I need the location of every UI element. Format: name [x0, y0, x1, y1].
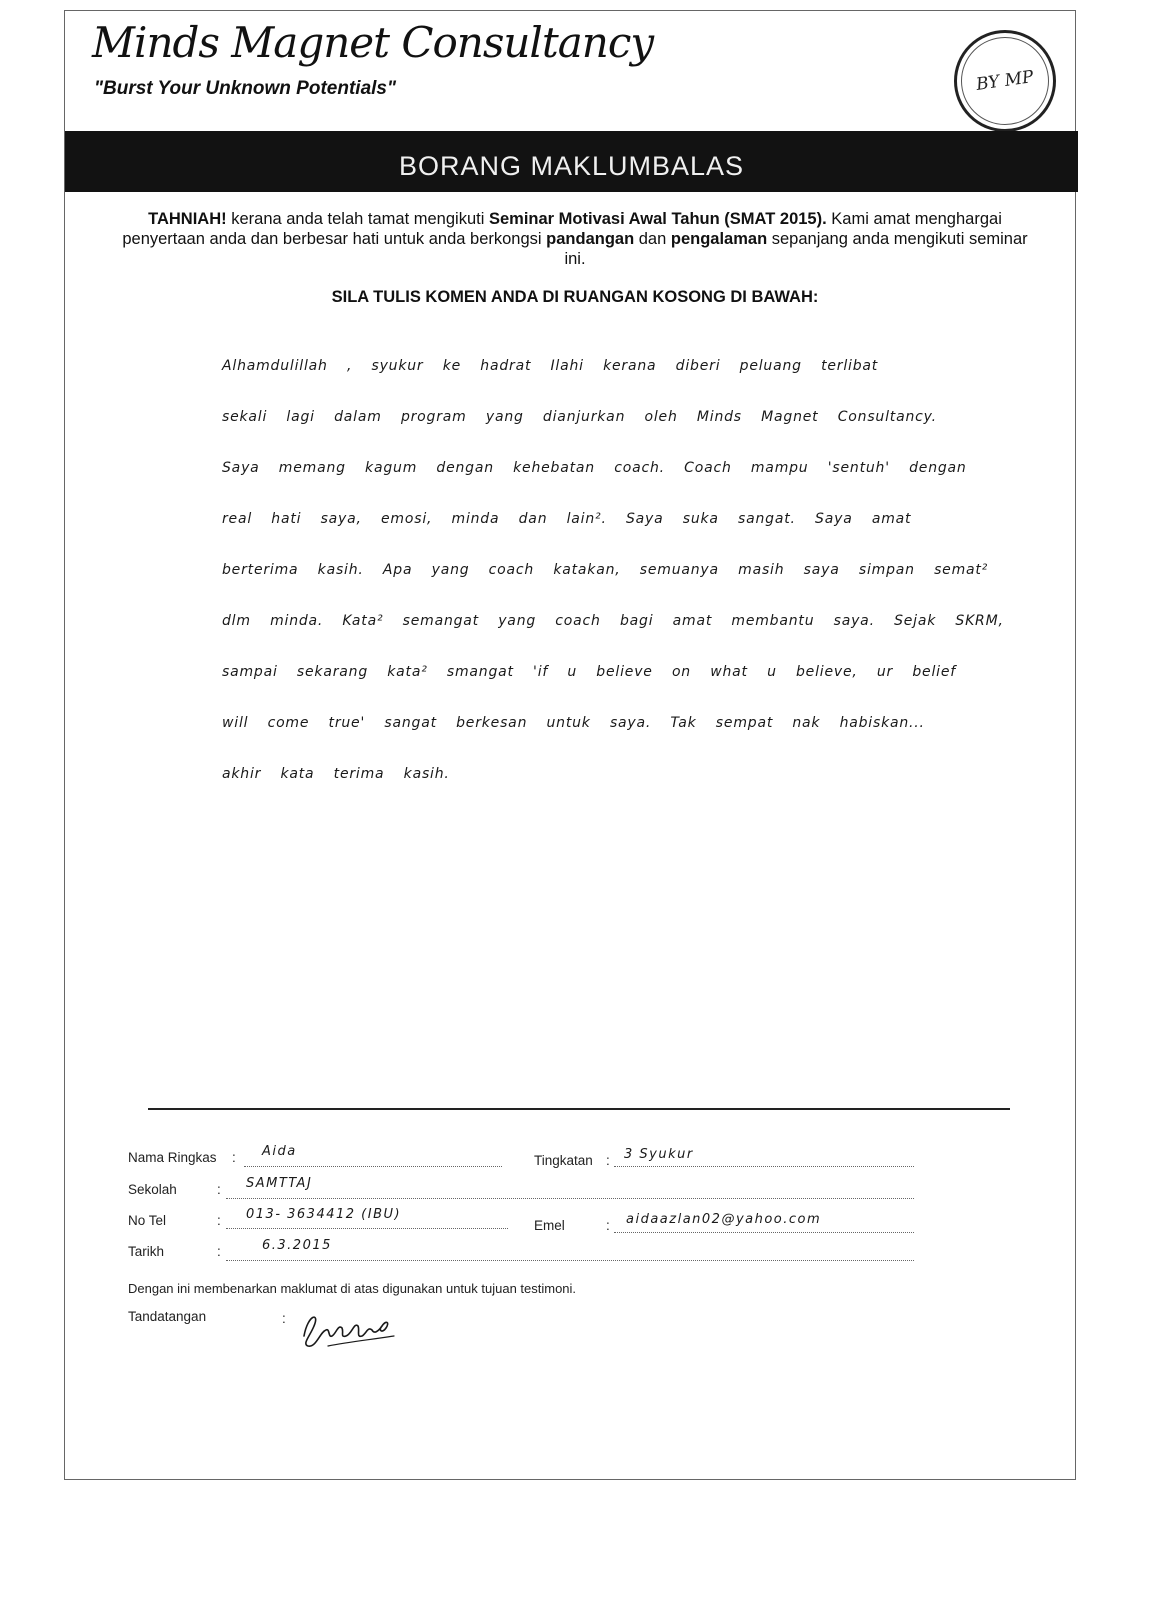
seal-text: BY MP	[975, 67, 1035, 95]
nama-label: Nama Ringkas	[128, 1150, 217, 1165]
intro-text-2: Kami amat menghargai penyertaan anda dan berbesar hati untuk anda berkongsi	[122, 210, 1002, 248]
tingkatan-field[interactable]	[614, 1166, 914, 1167]
company-seal	[954, 30, 1056, 132]
emel-colon: :	[606, 1218, 610, 1233]
comment-line: real hati saya, emosi, minda dan lain². Saya suka sangat. Saya amat	[222, 511, 912, 527]
tandatangan-colon: :	[282, 1311, 286, 1326]
intro-text-3: dan	[634, 230, 671, 248]
tingkatan-colon: :	[606, 1153, 610, 1168]
nama-colon: :	[232, 1150, 236, 1165]
consent-statement: Dengan ini membenarkan maklumat di atas digunakan untuk tujuan testimoni.	[128, 1281, 577, 1296]
sekolah-value: SAMTTAJ	[246, 1176, 313, 1191]
comment-line: akhir kata terima kasih.	[222, 766, 450, 782]
sekolah-colon: :	[217, 1182, 221, 1197]
notel-colon: :	[217, 1213, 221, 1228]
comment-area	[222, 356, 1004, 815]
comment-instruction: SILA TULIS KOMEN ANDA DI RUANGAN KOSONG DI BAWAH:	[331, 288, 819, 306]
company-logo: Minds Magnet Consultancy	[92, 18, 654, 67]
nama-value: Aida	[262, 1144, 297, 1159]
tarikh-colon: :	[217, 1244, 221, 1259]
section-divider	[148, 1108, 1010, 1110]
company-tagline: "Burst Your Unknown Potentials"	[94, 78, 396, 99]
tarikh-label: Tarikh	[128, 1244, 165, 1259]
sekolah-label: Sekolah	[128, 1182, 177, 1197]
comment-line: Alhamdulillah , syukur ke hadrat Ilahi kerana diberi peluang terlibat	[222, 358, 879, 374]
intro-text-4: sepanjang anda mengikuti seminar ini.	[564, 230, 1028, 268]
signature	[298, 1306, 398, 1350]
emel-field[interactable]	[614, 1232, 914, 1233]
emel-value: aidaazlan02@yahoo.com	[626, 1212, 822, 1227]
notel-label: No Tel	[128, 1213, 167, 1228]
tarikh-field[interactable]	[226, 1260, 914, 1261]
tingkatan-value: 3 Syukur	[624, 1147, 694, 1162]
title-bar	[65, 131, 1078, 192]
emel-label: Emel	[534, 1218, 565, 1233]
comment-line: Saya memang kagum dengan kehebatan coach. Coach mampu 'sentuh' dengan	[222, 460, 967, 476]
comment-line: will come true' sangat berkesan untuk saya. Tak sempat nak habiskan...	[222, 715, 925, 731]
intro-paragraph	[120, 209, 1030, 269]
tandatangan-label: Tandatangan	[128, 1309, 207, 1324]
intro-congrats: TAHNIAH!	[148, 210, 227, 228]
comment-line: berterima kasih. Apa yang coach katakan, semuanya masih saya simpan semat²	[222, 562, 989, 578]
comment-line: sampai sekarang kata² smangat 'if u believe on what u believe, ur belief	[222, 664, 956, 680]
intro-pandangan: pandangan	[546, 230, 635, 248]
intro-text-1: kerana anda telah tamat mengikuti	[226, 210, 489, 228]
tarikh-value: 6.3.2015	[262, 1238, 332, 1253]
comment-line: dlm minda. Kata² semangat yang coach bagi amat membantu saya. Sejak SKRM,	[222, 613, 1004, 629]
tingkatan-label: Tingkatan	[534, 1153, 593, 1168]
notel-value: 013- 3634412 (IBU)	[246, 1207, 402, 1222]
intro-pengalaman: pengalaman	[670, 230, 768, 248]
nama-field[interactable]	[244, 1166, 502, 1167]
seal-ring	[961, 37, 1049, 125]
intro-seminar-name: Seminar Motivasi Awal Tahun (SMAT 2015).	[488, 210, 827, 228]
comment-line: sekali lagi dalam program yang dianjurkan oleh Minds Magnet Consultancy.	[222, 409, 937, 425]
notel-field[interactable]	[226, 1228, 508, 1229]
sekolah-field[interactable]	[226, 1198, 914, 1199]
form-title: BORANG MAKLUMBALAS	[398, 151, 745, 181]
